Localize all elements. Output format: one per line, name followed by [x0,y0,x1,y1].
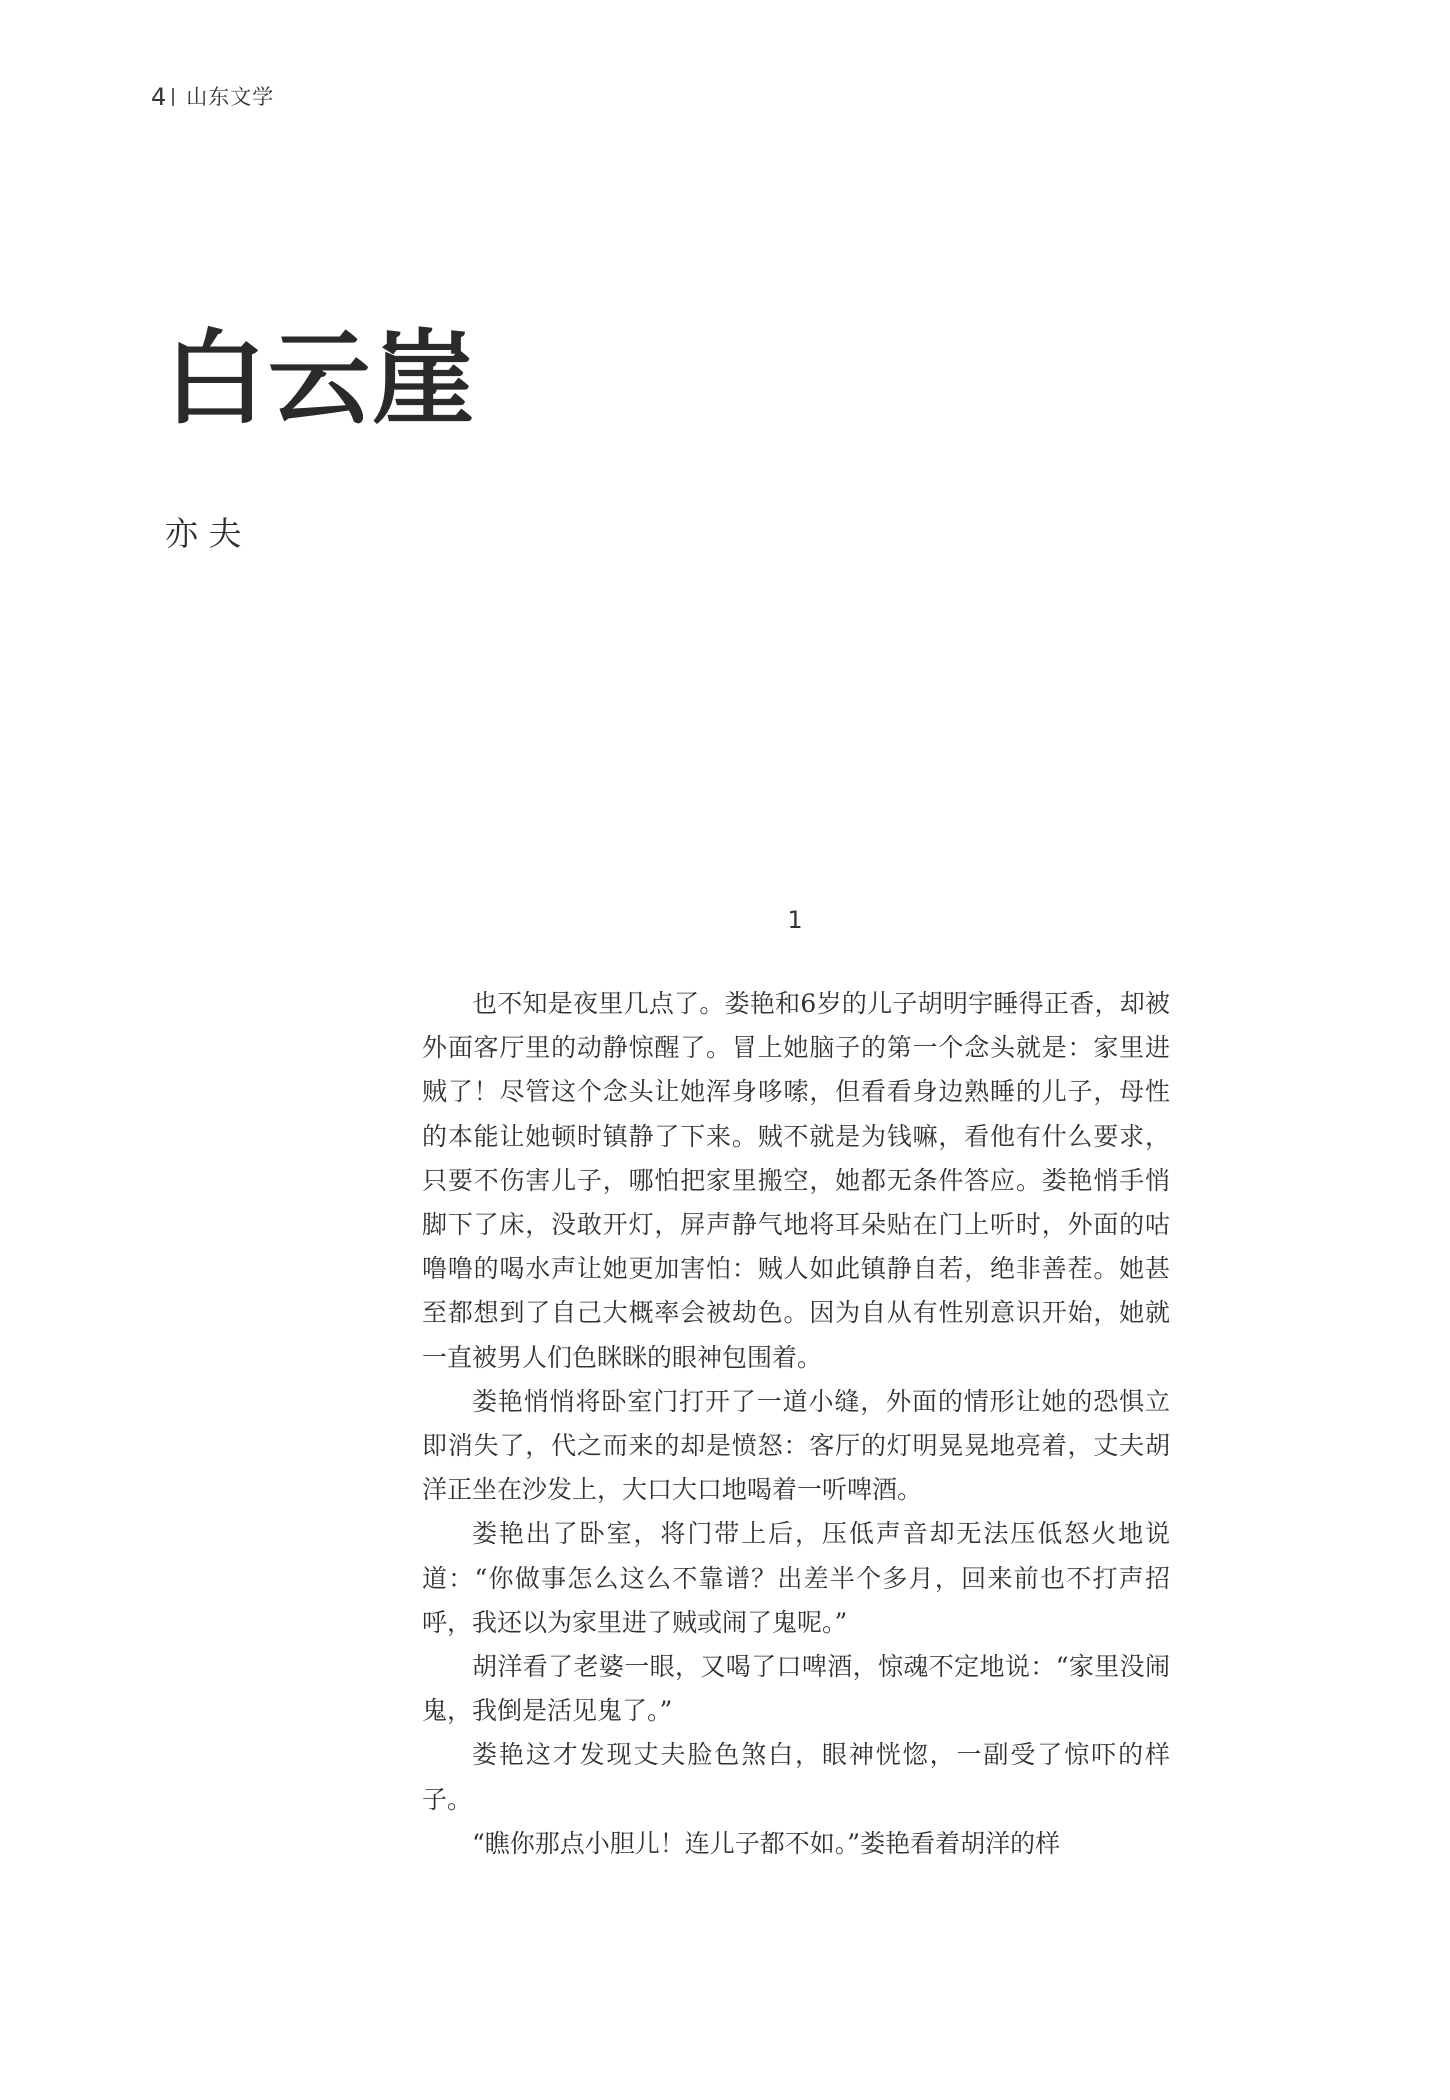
journal-name: 山东文学 [186,85,275,109]
article-author: 亦 夫 [165,514,242,553]
paragraph: 也不知是夜里几点了。娄艳和6岁的儿子胡明宇睡得正香，却被外面客厅里的动静惊醒了。冒上她脑子的第一个念头就是：家里进贼了！尽管这个念头让她浑身哆嗦，但看看身边熟睡的儿子，母性的本能让她顿时镇静了下来。贼不就是为钱嘛，看他有什么要求，只要不伤害儿子，哪怕把家里搬空，她都无条件答应。娄艳悄手悄脚下了床，没敢开灯，屏声静气地将耳朵贴在门上听时，外面的咕噜噜的喝水声让她更加害怕：贼人如此镇静自若，绝非善茬。她甚至都想到了自己大概率会被劫色。因为自从有性别意识开始，她就一直被男人们色眯眯的眼神包围着。 [422,989,1170,1372]
page-number: 4 [151,83,167,111]
article-body [422,982,1170,1866]
paragraph: 胡洋看了老婆一眼，又喝了口啤酒，惊魂不定地说：“家里没闹鬼，我倒是活见鬼了。” [422,1652,1170,1726]
paragraph: 娄艳这才发现丈夫脸色煞白，眼神恍惚，一副受了惊吓的样子。 [422,1740,1170,1814]
article-title: 白云崖 [164,319,476,439]
paragraph: 娄艳出了卧室，将门带上后，压低声音却无法压低怒火地说道：“你做事怎么这么不靠谱？出差半个多月，回来前也不打声招呼，我还以为家里进了贼或闹了鬼呢。” [422,1519,1170,1637]
paragraph: “瞧你那点小胆儿！连儿子都不如。”娄艳看着胡洋的样 [472,1828,1061,1858]
section-number: 1 [787,906,803,934]
running-header [151,82,274,112]
header-divider [172,88,174,106]
paragraph: 娄艳悄悄将卧室门打开了一道小缝，外面的情形让她的恐惧立即消失了，代之而来的却是愤怒：客厅的灯明晃晃地亮着，丈夫胡洋正坐在沙发上，大口大口地喝着一听啤酒。 [422,1386,1170,1505]
